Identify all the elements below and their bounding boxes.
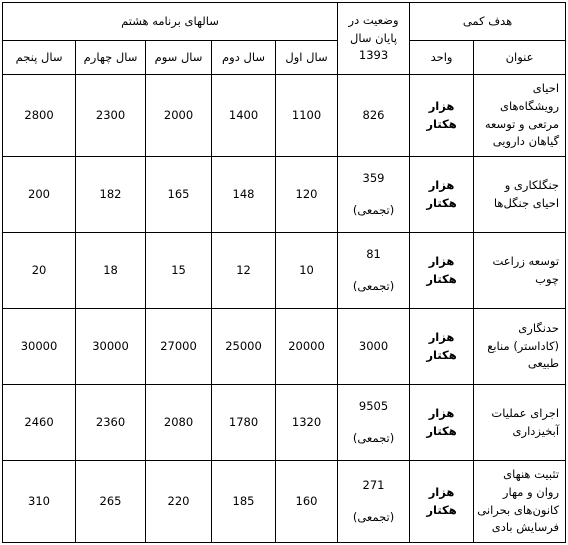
- row-year-2: 148: [212, 157, 276, 233]
- row-year-2: 12: [212, 233, 276, 309]
- row-year-3: 165: [146, 157, 212, 233]
- status-note: (تجمعی): [352, 202, 395, 217]
- row-year-2: 25000: [212, 309, 276, 385]
- row-status: [338, 157, 410, 233]
- header-years-group: سالهای برنامه هشتم: [3, 3, 338, 41]
- row-year-1: 20000: [276, 309, 338, 385]
- header-goal: هدف کمی: [410, 3, 566, 41]
- row-year-5: 2460: [3, 385, 76, 461]
- row-year-2: 1400: [212, 75, 276, 157]
- row-year-1: 160: [276, 461, 338, 543]
- status-value: 9505: [358, 398, 389, 413]
- status-note: (تجمعی): [352, 430, 395, 445]
- row-year-4: 182: [76, 157, 146, 233]
- row-year-1: 120: [276, 157, 338, 233]
- row-status: [338, 385, 410, 461]
- status-note: (تجمعی): [352, 509, 395, 524]
- row-status: [338, 75, 410, 157]
- header-row-1: [3, 3, 566, 41]
- row-year-3: 220: [146, 461, 212, 543]
- row-year-3: 15: [146, 233, 212, 309]
- row-title: جنگلکاری و احیای جنگل‌ها: [474, 157, 566, 233]
- status-value: 826: [362, 107, 385, 122]
- row-unit: هزار هکتار: [410, 461, 474, 543]
- row-title: احیای رویشگاه‌های مرتعی و توسعه گیاهان دارویی: [474, 75, 566, 157]
- header-year-3: سال سوم: [146, 41, 212, 75]
- header-row-2: [3, 41, 566, 75]
- table-row: [3, 157, 566, 233]
- row-year-4: 30000: [76, 309, 146, 385]
- row-unit: هزار هکتار: [410, 385, 474, 461]
- row-year-4: 2360: [76, 385, 146, 461]
- status-note: (تجمعی): [352, 278, 395, 293]
- status-value: 3000: [358, 338, 389, 353]
- row-unit: هزار هکتار: [410, 75, 474, 157]
- row-year-1: 1100: [276, 75, 338, 157]
- table-row: [3, 385, 566, 461]
- row-unit: هزار هکتار: [410, 309, 474, 385]
- table-row: [3, 309, 566, 385]
- row-year-5: 310: [3, 461, 76, 543]
- status-value: 271: [362, 477, 385, 492]
- table-row: [3, 233, 566, 309]
- row-title: توسعه زراعت چوب: [474, 233, 566, 309]
- row-status: [338, 309, 410, 385]
- row-year-2: 1780: [212, 385, 276, 461]
- row-unit: هزار هکتار: [410, 157, 474, 233]
- header-year-1: سال اول: [276, 41, 338, 75]
- row-year-5: 2800: [3, 75, 76, 157]
- status-value: 359: [362, 170, 385, 185]
- row-year-5: 30000: [3, 309, 76, 385]
- row-unit: هزار هکتار: [410, 233, 474, 309]
- header-status: وضعیت در پایان سال 1393: [338, 3, 410, 75]
- row-year-4: 2300: [76, 75, 146, 157]
- row-year-1: 1320: [276, 385, 338, 461]
- header-title-col: عنوان: [474, 41, 566, 75]
- targets-table: [2, 2, 566, 543]
- header-year-2: سال دوم: [212, 41, 276, 75]
- row-year-1: 10: [276, 233, 338, 309]
- row-year-4: 265: [76, 461, 146, 543]
- row-title: اجرای عملیات آبخیزداری: [474, 385, 566, 461]
- row-year-3: 2000: [146, 75, 212, 157]
- table-row: [3, 75, 566, 157]
- header-year-4: سال چهارم: [76, 41, 146, 75]
- row-year-4: 18: [76, 233, 146, 309]
- row-year-3: 2080: [146, 385, 212, 461]
- row-year-2: 185: [212, 461, 276, 543]
- header-unit-col: واحد: [410, 41, 474, 75]
- row-status: [338, 461, 410, 543]
- header-year-5: سال پنجم: [3, 41, 76, 75]
- row-title: حدنگاری (کاداستر) منابع طبیعی: [474, 309, 566, 385]
- row-year-5: 200: [3, 157, 76, 233]
- row-year-3: 27000: [146, 309, 212, 385]
- table-row: [3, 461, 566, 543]
- row-status: [338, 233, 410, 309]
- status-value: 81: [366, 246, 381, 261]
- row-title: تثبیت هنهای روان و مهار کانون‌های بحرانی فرسایش بادی: [474, 461, 566, 543]
- row-year-5: 20: [3, 233, 76, 309]
